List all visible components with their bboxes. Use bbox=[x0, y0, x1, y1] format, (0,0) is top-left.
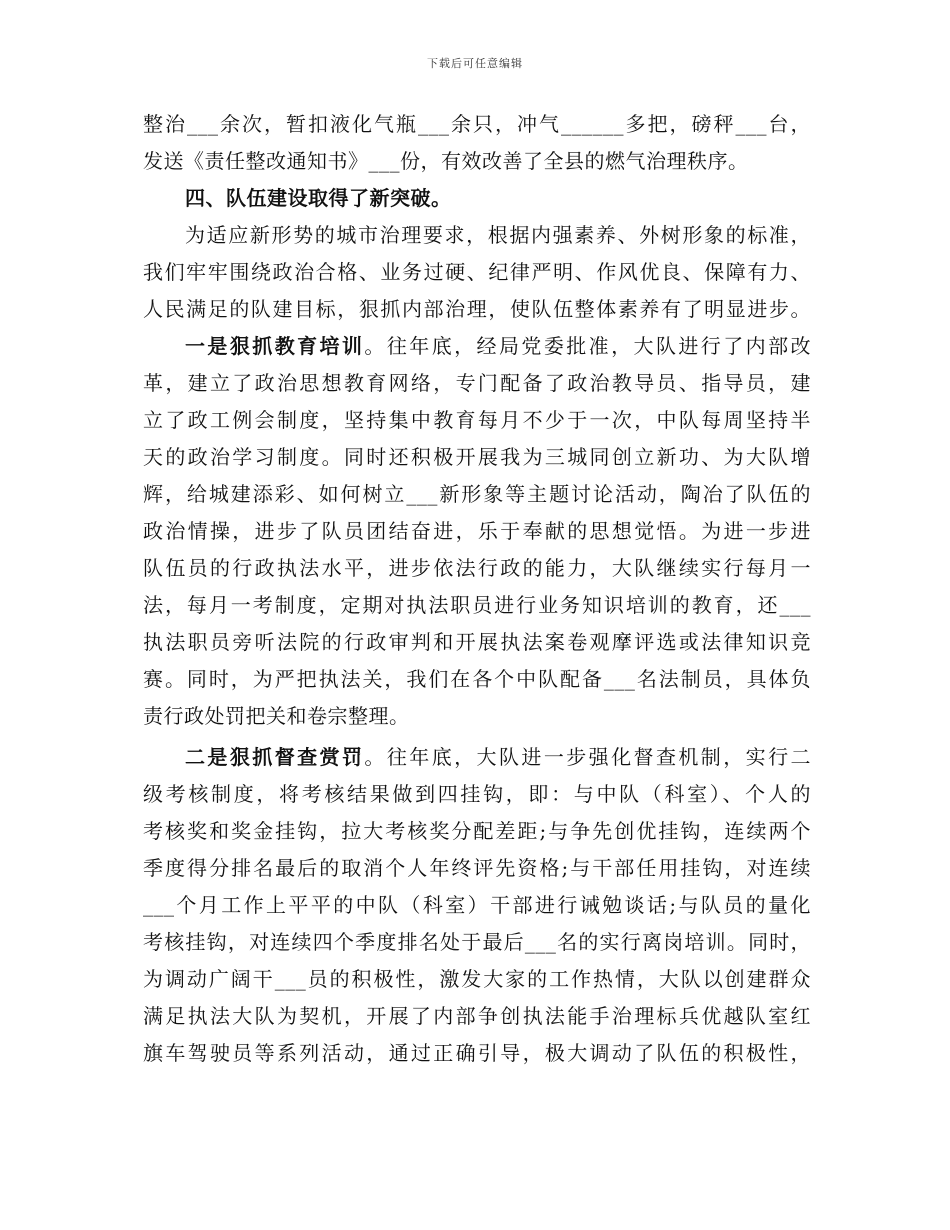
text-span: 。往年底，大队进一步强化督查机制，实行二 bbox=[364, 745, 812, 769]
text-line: 发送《责任整改通知书》___份，有效改善了全县的燃气治理秩序。 bbox=[143, 149, 749, 173]
text-line: 满足执法大队为契机，开展了内部争创执法能手治理标兵优越队室红 bbox=[143, 1004, 811, 1028]
text-line: 法，每月一考制度，定期对执法职员进行业务知识培训的教育，还___ bbox=[143, 593, 811, 617]
text-line: 我们牢牢围绕政治合格、业务过硬、纪律严明、作风优良、保障有力、 bbox=[143, 260, 811, 284]
text-line: 革，建立了政治思想教育网络，专门配备了政治教导员、指导员，建 bbox=[143, 371, 811, 395]
text-line: 天的政治学习制度。同时还积极开展我为三城同创立新功、为大队增 bbox=[143, 445, 811, 469]
paragraph-team-building bbox=[143, 217, 811, 328]
text-line: 级考核制度，将考核结果做到四挂钩，即：与中队（科室）、个人的 bbox=[143, 782, 811, 806]
paragraph-education-training bbox=[143, 328, 811, 735]
text-line: 辉，给城建添彩、如何树立___新形象等主题讨论活动，陶冶了队伍的 bbox=[143, 482, 811, 506]
text-line: 政治情操，进步了队员团结奋进，乐于奉献的思想觉悟。为进一步进 bbox=[143, 519, 811, 543]
text-line: 立了政工例会制度，坚持集中教育每月不少于一次，中队每周坚持半 bbox=[143, 408, 811, 432]
text-line: 季度得分排名最后的取消个人年终评先资格;与干部任用挂钩，对连续 bbox=[143, 856, 811, 880]
text-line: 执法职员旁听法院的行政审判和开展执法案卷观摩评选或法律知识竞 bbox=[143, 630, 811, 654]
paragraph-supervision-rewards bbox=[143, 739, 811, 1072]
text-line bbox=[143, 328, 811, 365]
text-line: 考核奖和奖金挂钩，拉大考核奖分配差距;与争先创优挂钩，连续两个 bbox=[143, 819, 811, 843]
text-line: 赛。同时，为严把执法关，我们在各个中队配备___名法制员，具体负 bbox=[143, 667, 811, 691]
text-line: 考核挂钩，对连续四个季度排名处于最后___名的实行离岗培训。同时， bbox=[143, 930, 811, 954]
section-heading: 四、队伍建设取得了新突破。 bbox=[185, 186, 452, 210]
text-line: 旗车驾驶员等系列活动，通过正确引导，极大调动了队伍的积极性， bbox=[143, 1041, 811, 1065]
document-body bbox=[143, 106, 811, 1072]
lead-phrase: 一是狠抓教育培训 bbox=[185, 334, 365, 358]
text-line bbox=[143, 739, 811, 776]
lead-phrase: 二是狠抓督查赏罚 bbox=[185, 745, 365, 769]
text-line: ___个月工作上平平的中队（科室）干部进行诫勉谈话;与队员的量化 bbox=[143, 893, 811, 917]
text-line: 整治___余次，暂扣液化气瓶___余只，冲气______多把，磅秤___台， bbox=[143, 112, 811, 136]
text-line: 为适应新形势的城市治理要求，根据内强素养、外树形象的标准， bbox=[185, 223, 811, 247]
paragraph-gas-control bbox=[143, 106, 811, 180]
text-span: 。往年底，经局党委批准，大队进行了内部改 bbox=[364, 334, 812, 358]
text-line: 队伍员的行政执法水平，进步依法行政的能力，大队继续实行每月一 bbox=[143, 556, 811, 580]
text-line: 为调动广阔干___员的积极性，激发大家的工作热情，大队以创建群众 bbox=[143, 967, 811, 991]
text-line: 责行政处罚把关和卷宗整理。 bbox=[143, 704, 410, 728]
page-header: 下载后可任意编辑 bbox=[427, 57, 523, 70]
text-line: 人民满足的队建目标，狠抓内部治理，使队伍整体素养有了明显进步。 bbox=[143, 297, 811, 321]
